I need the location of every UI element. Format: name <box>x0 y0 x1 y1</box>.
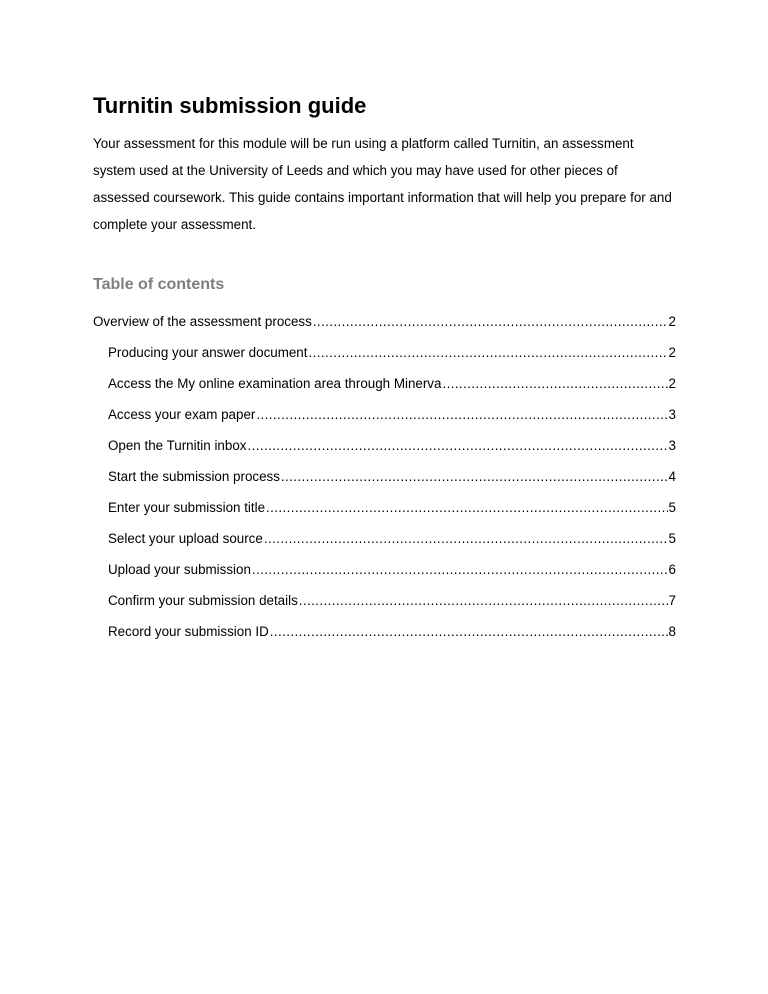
toc-leader-dots <box>299 588 668 613</box>
toc-entry-text: Open the Turnitin inbox <box>108 438 247 453</box>
toc-page-number: 2 <box>668 345 676 360</box>
toc-leader-dots <box>270 619 668 644</box>
toc-leader-dots <box>264 526 668 551</box>
table-of-contents <box>93 309 676 650</box>
toc-entry-start-submission[interactable] <box>93 464 676 495</box>
toc-leader-dots <box>266 495 668 520</box>
toc-page-number: 5 <box>668 500 676 515</box>
toc-entry-text: Producing your answer document <box>108 345 308 360</box>
toc-entry-confirm-details[interactable] <box>93 588 676 619</box>
toc-entry-text: Confirm your submission details <box>108 593 298 608</box>
toc-entry-access-exam-paper[interactable] <box>93 402 676 433</box>
toc-leader-dots <box>281 464 668 489</box>
toc-leader-dots <box>313 309 668 334</box>
toc-heading: Table of contents <box>93 276 225 293</box>
toc-leader-dots <box>256 402 667 427</box>
toc-entry-submission-title[interactable] <box>93 495 676 526</box>
toc-page-number: 6 <box>668 562 676 577</box>
toc-entry-overview[interactable] <box>93 309 676 340</box>
toc-entry-producing-answer[interactable] <box>93 340 676 371</box>
toc-entry-upload-submission[interactable] <box>93 557 676 588</box>
toc-entry-record-id[interactable] <box>93 619 676 650</box>
toc-leader-dots <box>247 433 667 458</box>
toc-leader-dots <box>252 557 668 582</box>
toc-entry-text: Overview of the assessment process <box>93 314 312 329</box>
toc-entry-text: Enter your submission title <box>108 500 266 515</box>
toc-entry-text: Access the My online examination area through Minerva <box>108 376 442 391</box>
toc-page-number: 4 <box>668 469 676 484</box>
toc-page-number: 5 <box>668 531 676 546</box>
toc-entry-text: Record your submission ID <box>108 624 269 639</box>
toc-entry-upload-source[interactable] <box>93 526 676 557</box>
toc-page-number: 3 <box>668 407 676 422</box>
toc-entry-access-minerva[interactable] <box>93 371 676 402</box>
toc-page-number: 7 <box>668 593 676 608</box>
toc-entry-text: Start the submission process <box>108 469 280 484</box>
toc-page-number: 2 <box>668 314 676 329</box>
toc-leader-dots <box>442 371 667 396</box>
toc-page-number: 8 <box>668 624 676 639</box>
toc-entry-open-inbox[interactable] <box>93 433 676 464</box>
toc-leader-dots <box>308 340 667 365</box>
toc-entry-text: Upload your submission <box>108 562 251 577</box>
toc-entry-text: Access your exam paper <box>108 407 256 422</box>
toc-page-number: 2 <box>668 376 676 391</box>
toc-entry-text: Select your upload source <box>108 531 263 546</box>
toc-page-number: 3 <box>668 438 676 453</box>
page-title: Turnitin submission guide <box>93 93 367 118</box>
intro-paragraph: Your assessment for this module will be run using a platform called Turnitin, an assessment system used at the University of Leeds and which you may have used for other pieces of assessed coursework. This guide contains important information that will help you prepare for and complete your assessment. <box>93 136 672 232</box>
